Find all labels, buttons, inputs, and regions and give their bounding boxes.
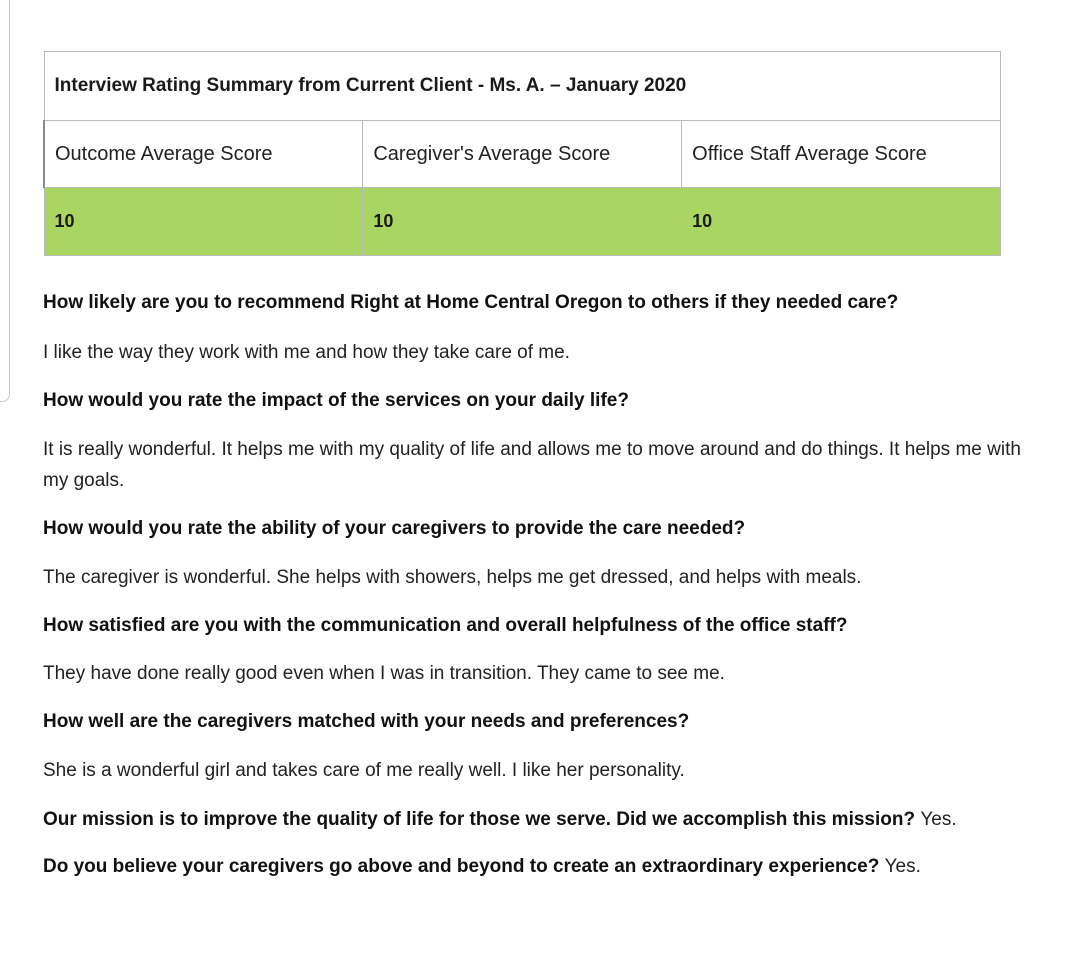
- qa-answer-block: [43, 337, 1043, 368]
- qa-item: [43, 515, 1043, 543]
- qa-item: [43, 806, 1043, 834]
- qa-answer-block: [43, 658, 1043, 689]
- header-office-staff-average-score: Office Staff Average Score: [682, 121, 1001, 188]
- question-label: Do you believe your caregivers go above and beyond to create an extraordinary experience?: [43, 856, 880, 877]
- question-text: How satisfied are you with the communication and overall helpfulness of the office staff?: [43, 615, 848, 636]
- qa-answer-block: [43, 755, 1043, 786]
- answer-text: They have done really good even when I was in transition. They came to see me.: [43, 663, 725, 684]
- qa-answer-block: [43, 562, 1043, 593]
- header-outcome-average-score: Outcome Average Score: [44, 121, 363, 188]
- question-text: How likely are you to recommend Right at Home Central Oregon to others if they needed care?: [43, 292, 899, 313]
- value-outcome-average-score: 10: [44, 188, 363, 256]
- page-edge-decoration: [0, 0, 10, 402]
- qa-item: [43, 708, 1043, 736]
- table-value-row: [44, 188, 1001, 256]
- answer-text: The caregiver is wonderful. She helps with showers, helps me get dressed, and helps with meals.: [43, 567, 862, 588]
- value-office-staff-average-score: 10: [682, 188, 1001, 256]
- table-title-row: [44, 52, 1001, 121]
- answer-text: She is a wonderful girl and takes care of me really well. I like her personality.: [43, 760, 685, 781]
- qa-answer-block: [43, 434, 1043, 496]
- table-title: Interview Rating Summary from Current Client - Ms. A. – January 2020: [44, 52, 1001, 121]
- value-caregiver-average-score: 10: [363, 188, 682, 256]
- qa-item: [43, 612, 1043, 640]
- question-text: [43, 806, 1043, 834]
- question-text: How would you rate the ability of your caregivers to provide the care needed?: [43, 518, 746, 539]
- qa-item: [43, 289, 1043, 317]
- inline-answer-text: Yes.: [920, 809, 957, 830]
- question-text: How well are the caregivers matched with your needs and preferences?: [43, 711, 690, 732]
- question-text: How would you rate the impact of the services on your daily life?: [43, 390, 629, 411]
- qa-item: [43, 853, 1043, 881]
- question-label: Our mission is to improve the quality of life for those we serve. Did we accomplish this mission?: [43, 809, 916, 830]
- inline-answer-text: Yes.: [884, 856, 921, 877]
- table-header-row: [44, 121, 1001, 188]
- question-text: [43, 853, 1043, 881]
- answer-text: I like the way they work with me and how they take care of me.: [43, 342, 570, 363]
- qa-item: [43, 387, 1043, 415]
- header-caregiver-average-score: Caregiver's Average Score: [363, 121, 682, 188]
- rating-summary-table: [43, 51, 1001, 256]
- answer-text: It is really wonderful. It helps me with my quality of life and allows me to move around and do things. It helps me with my goals.: [43, 439, 1021, 491]
